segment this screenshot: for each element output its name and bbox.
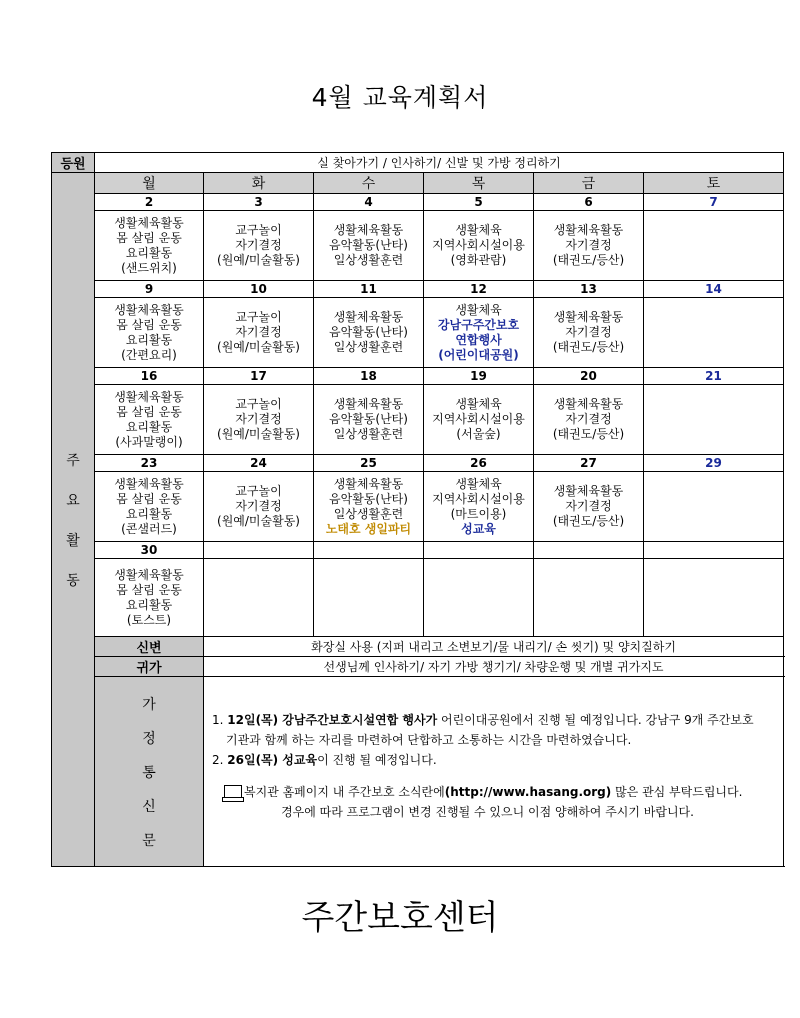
activity-line: 생활체육활동	[553, 484, 624, 498]
activity-line: 자기결정	[235, 499, 282, 513]
arrival-label: 등원	[52, 153, 95, 173]
activity-line: 생활체육활동	[114, 476, 184, 491]
date-cell: 17	[204, 368, 314, 385]
activity-cell	[314, 559, 424, 637]
date-cell	[424, 542, 534, 559]
date-cell: 6	[534, 194, 644, 211]
home-text: 선생님께 인사하기/ 자기 가방 챙기기/ 차량운행 및 개별 귀가지도	[204, 657, 784, 677]
activity-line: 생활체육활동	[553, 310, 624, 324]
center-name: 주간보호센터	[301, 898, 499, 938]
date-cell: 19	[424, 368, 534, 385]
activity-line: 자기결정	[565, 238, 612, 252]
activity-cell	[424, 559, 534, 637]
family-notice-label: 가 정 통 신 문	[95, 677, 204, 867]
activity-cell	[314, 298, 424, 368]
activity-line: 일상생활훈련	[333, 506, 404, 521]
activity-cell	[204, 559, 314, 637]
activity-line: 생활체육활동	[553, 223, 624, 237]
activity-line: 음악활동(난타)	[329, 412, 408, 426]
activity-line: (샌드위치)	[121, 260, 177, 275]
activity-line: 생활체육활동	[114, 215, 184, 230]
date-cell: 26	[424, 455, 534, 472]
activity-line: (서울숲)	[456, 427, 501, 441]
activity-line: (어린이대공원)	[438, 347, 519, 362]
activity-line: 몸 살림 운동	[116, 491, 182, 506]
date-cell: 16	[95, 368, 204, 385]
day-header: 월	[95, 173, 204, 194]
main-activity-label: 주 요 활 동	[52, 173, 95, 867]
date-cell: 21	[644, 368, 784, 385]
activity-cell	[424, 298, 534, 368]
activity-line: 강남구주간보호	[437, 317, 520, 332]
date-cell: 2	[95, 194, 204, 211]
activity-line: 지역사회시설이용	[432, 491, 525, 506]
arrival-text: 실 찾아가기 / 인사하기/ 신발 및 가방 정리하기	[95, 153, 784, 173]
activity-line: 자기결정	[235, 238, 282, 252]
activity-line: 자기결정	[565, 412, 612, 426]
activity-cell	[424, 385, 534, 455]
date-cell: 24	[204, 455, 314, 472]
activity-line: (간편요리)	[121, 347, 177, 362]
shoes-label: 신변	[95, 637, 204, 657]
activity-line: (토스트)	[126, 612, 172, 627]
activity-line: 음악활동(난타)	[329, 238, 408, 252]
activity-line: 일상생활훈련	[333, 340, 404, 354]
activity-cell	[314, 211, 424, 281]
activity-line: (태권도/등산)	[552, 253, 625, 267]
activity-line: (콘샐러드)	[121, 521, 177, 536]
notice-last-line: 경우에 따라 프로그램이 변경 진행될 수 있으니 이점 양해하여 주시기 바랍니다.	[281, 805, 694, 819]
activity-line: 생활체육활동	[333, 397, 404, 411]
activity-line: (태권도/등산)	[552, 427, 625, 441]
activity-line: (원예/미술활동)	[217, 253, 300, 267]
activity-cell	[204, 211, 314, 281]
activity-line: 생활체육활동	[553, 397, 624, 411]
activity-cell	[644, 298, 784, 368]
activity-cell	[95, 211, 204, 281]
activity-line: 자기결정	[565, 499, 612, 513]
activity-cell	[95, 559, 204, 637]
activity-cell	[424, 472, 534, 542]
activity-line: 일상생활훈련	[333, 253, 404, 267]
activity-line: 생활체육	[455, 397, 502, 411]
activity-cell	[204, 472, 314, 542]
date-cell: 30	[95, 542, 204, 559]
activity-line: 성교육	[461, 521, 496, 536]
activity-line: 요리활동	[125, 419, 173, 434]
activity-line: 교구놀이	[235, 397, 282, 411]
date-cell: 13	[534, 281, 644, 298]
activity-line: 음악활동(난타)	[329, 325, 408, 339]
activity-line: 교구놀이	[235, 310, 282, 324]
plan-table	[51, 152, 784, 867]
activity-line: 생활체육	[455, 223, 502, 237]
date-cell: 3	[204, 194, 314, 211]
date-cell: 27	[534, 455, 644, 472]
activity-cell	[644, 559, 784, 637]
date-cell: 25	[314, 455, 424, 472]
activity-cell	[534, 385, 644, 455]
activity-line: 생활체육	[455, 476, 502, 491]
date-cell: 7	[644, 194, 784, 211]
activity-line: 생활체육	[455, 302, 502, 317]
date-cell: 12	[424, 281, 534, 298]
activity-line: 연합행사	[455, 332, 502, 347]
activity-cell	[644, 211, 784, 281]
activity-line: 생활체육활동	[114, 302, 184, 317]
activity-cell	[534, 211, 644, 281]
activity-line: 요리활동	[125, 245, 173, 260]
notice-item-1: 1. 12일(목) 강남주간보호시설연합 행사가 어린이대공원에서 진행 될 예정입니다. 강남구 9개 주간보호	[212, 713, 754, 727]
date-cell: 20	[534, 368, 644, 385]
date-cell: 11	[314, 281, 424, 298]
day-header: 금	[534, 173, 644, 194]
activity-cell	[95, 298, 204, 368]
activity-line: (태권도/등산)	[552, 340, 625, 354]
activity-cell	[644, 472, 784, 542]
activity-line: (사과말랭이)	[115, 434, 183, 449]
activity-cell	[424, 211, 534, 281]
activity-line: (마트이용)	[450, 506, 507, 521]
activity-line: 교구놀이	[235, 223, 282, 237]
shoes-text: 화장실 사용 (지퍼 내리고 소변보기/물 내리기/ 손 씻기) 및 양치질하기	[204, 637, 784, 657]
date-cell: 14	[644, 281, 784, 298]
date-cell: 5	[424, 194, 534, 211]
activity-line: 일상생활훈련	[333, 427, 404, 441]
website-link[interactable]: (http://www.hasang.org)	[444, 785, 612, 799]
activity-line: 몸 살림 운동	[116, 404, 182, 419]
activity-line: 생활체육활동	[114, 389, 184, 404]
activity-cell	[95, 472, 204, 542]
home-label: 귀가	[95, 657, 204, 677]
day-header: 목	[424, 173, 534, 194]
date-cell: 29	[644, 455, 784, 472]
notice-website: 복지관 홈페이지 내 주간보호 소식란에(http://www.hasang.org) 많은 관심 부탁드립니다.	[212, 782, 783, 802]
family-notice	[204, 677, 784, 867]
notice-item-1-cont: 기관과 함께 하는 자리를 마련하여 단합하고 소통하는 시간을 마련하였습니다.	[226, 733, 632, 747]
activity-line: 몸 살림 운동	[116, 317, 182, 332]
activity-cell	[314, 472, 424, 542]
activity-cell	[314, 385, 424, 455]
activity-line: 노태호 생일파티	[325, 521, 412, 536]
day-header: 화	[204, 173, 314, 194]
date-cell: 10	[204, 281, 314, 298]
activity-line: 생활체육활동	[333, 476, 404, 491]
date-cell	[534, 542, 644, 559]
activity-line: 지역사회시설이용	[432, 238, 525, 252]
activity-cell	[534, 298, 644, 368]
activity-line: 몸 살림 운동	[116, 230, 182, 245]
notice-item-2: 2. 26일(목) 성교육이 진행 될 예정입니다.	[212, 753, 437, 767]
activity-line: 자기결정	[235, 412, 282, 426]
activity-cell	[95, 385, 204, 455]
activity-line: 요리활동	[125, 506, 173, 521]
date-cell	[314, 542, 424, 559]
page-title: 4월 교육계획서	[311, 83, 489, 112]
activity-line: (태권도/등산)	[552, 514, 625, 528]
activity-line: 요리활동	[125, 597, 173, 612]
activity-line: 자기결정	[565, 325, 612, 339]
day-header: 수	[314, 173, 424, 194]
computer-icon	[224, 785, 242, 798]
activity-line: (원예/미술활동)	[217, 514, 300, 528]
activity-line: 음악활동(난타)	[329, 491, 408, 506]
date-cell	[204, 542, 314, 559]
date-cell: 23	[95, 455, 204, 472]
activity-cell	[204, 385, 314, 455]
activity-line: 생활체육활동	[333, 223, 404, 237]
date-cell: 4	[314, 194, 424, 211]
activity-line: 요리활동	[125, 332, 173, 347]
day-header: 토	[644, 173, 784, 194]
activity-line: 몸 살림 운동	[116, 582, 182, 597]
activity-line: 자기결정	[235, 325, 282, 339]
activity-line: 생활체육활동	[114, 567, 184, 582]
activity-line: (원예/미술활동)	[217, 340, 300, 354]
activity-line: (원예/미술활동)	[217, 427, 300, 441]
activity-cell	[534, 472, 644, 542]
date-cell	[644, 542, 784, 559]
date-cell: 18	[314, 368, 424, 385]
activity-line: 교구놀이	[235, 484, 282, 498]
activity-cell	[204, 298, 314, 368]
date-cell: 9	[95, 281, 204, 298]
activity-cell	[534, 559, 644, 637]
activity-line: 생활체육활동	[333, 310, 404, 324]
activity-line: (영화관람)	[450, 253, 507, 267]
activity-line: 지역사회시설이용	[432, 412, 525, 426]
activity-cell	[644, 385, 784, 455]
